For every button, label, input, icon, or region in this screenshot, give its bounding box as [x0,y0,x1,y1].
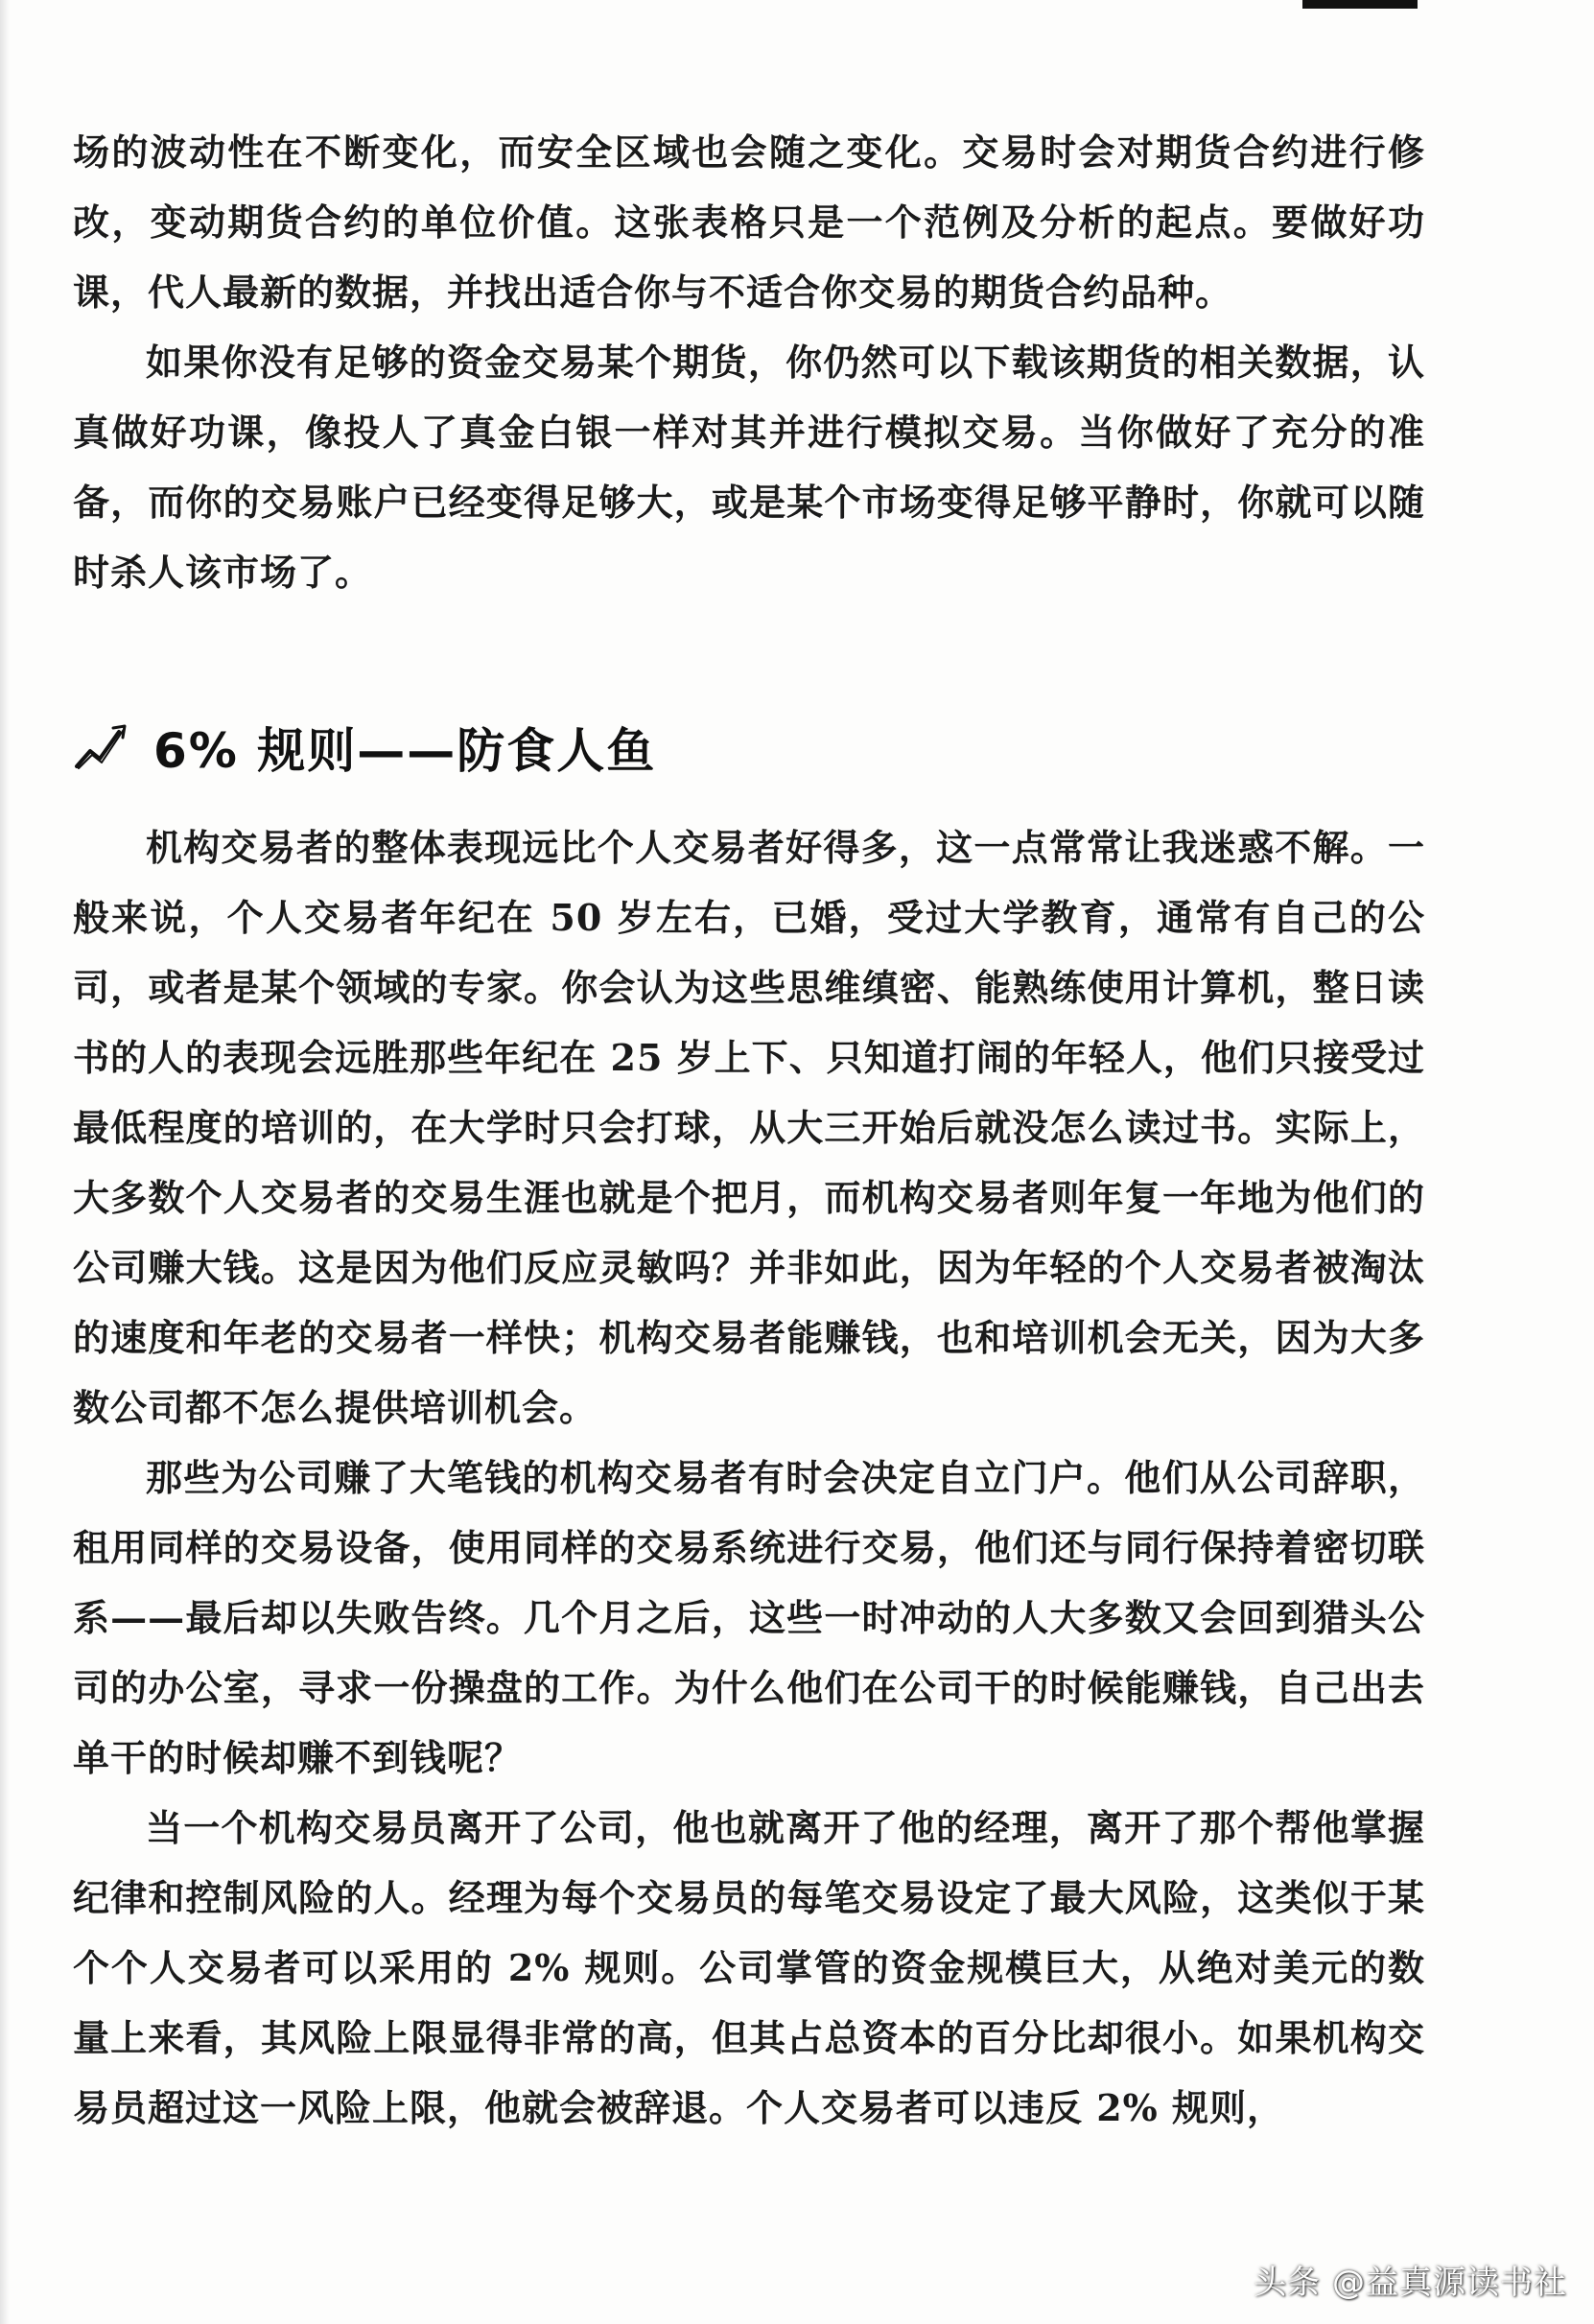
paragraph: 那些为公司赚了大笔钱的机构交易者有时会决定自立门户。他们从公司辞职，租用同样的交易设备，使用同样的交易系统进行交易，他们还与同行保持着密切联系——最后却以失败告终。几个月之后，这些一时冲动的人大多数又会回到猎头公司的办公室，寻求一份操盘的工作。为什么他们在公司干的时候能赚钱，自己出去单干的时候却赚不到钱呢？ [73,1456,1425,1779]
paragraph: 当一个机构交易员离开了公司，他也就离开了他的经理，离开了那个帮他掌握纪律和控制风险的人。经理为每个交易员的每笔交易设定了最大风险，这类似于某个个人交易者可以采用的 2% 规则。公司掌管的资金规模巨大，从绝对美元的数量上来看，其风险上限显得非常的高，但其占总资本的百分比却很小。如果机构交易员超过这一风险上限，他就会被辞退。个人交易者可以违反 2% 规则， [73,1806,1425,2129]
paragraph-continued: 场的波动性在不断变化，而安全区域也会随之变化。交易时会对期货合约进行修改，变动期货合约的单位价值。这张表格只是一个范例及分析的起点。要做好功课，代人最新的数据，并找出适合你与不适合你交易的期货合约品种。 [73,130,1425,314]
page-binding-shadow [0,0,10,2324]
watermark: 头条 @益真源读书社 [1254,2264,1567,2302]
chart-line-icon [73,722,130,772]
section-heading [73,699,1425,795]
paragraph: 机构交易者的整体表现远比个人交易者好得多，这一点常常让我迷惑不解。一般来说，个人交易者年纪在 50 岁左右，已婚，受过大学教育，通常有自己的公司，或者是某个领域的专家。你会认为这些思维缜密、能熟练使用计算机，整日读书的人的表现会远胜那些年纪在 25 岁上下、只知道打闹的年轻人，他们只接受过最低程度的培训的，在大学时只会打球，从大三开始后就没怎么读过书。实际上，大多数个人交易者的交易生涯也就是个把月，而机构交易者则年复一年地为他们的公司赚大钱。这是因为他们反应灵敏吗？并非如此，因为年轻的个人交易者被淘汰的速度和年老的交易者一样快；机构交易者能赚钱，也和培训机会无关，因为大多数公司都不怎么提供培训机会。 [73,826,1425,1429]
page-corner-mark [1302,0,1418,9]
page-content [73,117,1425,2143]
paragraph: 如果你没有足够的资金交易某个期货，你仍然可以下载该期货的相关数据，认真做好功课，像投人了真金白银一样对其并进行模拟交易。当你做好了充分的准备，而你的交易账户已经变得足够大，或是某个市场变得足够平静时，你就可以随时杀人该市场了。 [73,340,1425,594]
section-title: 6% 规则——防食人鱼 [153,723,657,779]
